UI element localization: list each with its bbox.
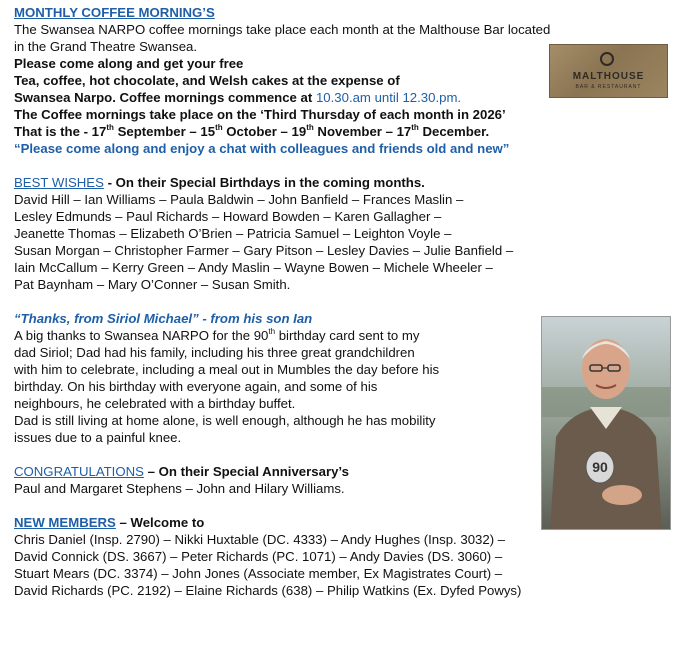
date-sup-2: th [215, 122, 223, 132]
wishes-line: Pat Baynham – Mary O’Conner – Susan Smith. [14, 277, 291, 292]
coffee-line-2: in the Grand Theatre Swansea. [14, 39, 198, 54]
wishes-line: Iain McCallum – Kerry Green – Andy Maslin – Wayne Bowen – Michele Wheeler – [14, 260, 493, 275]
wishes-heading-rest: - On their Special Birthdays in the coming months. [103, 175, 425, 190]
coffee-heading: MONTHLY COFFEE MORNING’S [14, 5, 215, 20]
date-text-3: October – 19 [222, 124, 307, 139]
date-sup-3: th [306, 122, 314, 132]
thanks-sup: th [268, 326, 276, 336]
wishes-line: Susan Morgan – Christopher Farmer – Gary Pitson – Lesley Davies – Julie Banfield – [14, 243, 514, 258]
wishes-line: Lesley Edmunds – Paul Richards – Howard Bowden – Karen Gallagher – [14, 209, 442, 224]
coffee-quote: “Please come along and enjoy a chat with colleagues and friends old and new” [14, 141, 510, 156]
coffee-line-5-text: Swansea Narpo. Coffee mornings commence at [14, 90, 316, 105]
members-line: David Connick (DS. 3667) – Peter Richards (PC. 1071) – Andy Davies (DS. 3060) – [14, 549, 503, 564]
coffee-line-1: The Swansea NARPO coffee mornings take place each month at the Malthouse Bar located [14, 22, 551, 37]
date-sup-4: th [411, 122, 419, 132]
date-text-4: November – 17 [313, 124, 412, 139]
thanks-line-1b: birthday card sent to my [275, 328, 420, 343]
members-heading-rest: – Welcome to [115, 515, 205, 530]
date-text-5: December. [418, 124, 490, 139]
coffee-dates [14, 123, 678, 140]
malthouse-logo-text: MALTHOUSE [572, 71, 645, 82]
members-line: Chris Daniel (Insp. 2790) – Nikki Huxtable (DC. 4333) – Andy Hughes (Insp. 3032) – [14, 532, 506, 547]
members-line: David Richards (PC. 2192) – Elaine Richards (638) – Philip Watkins (Ex. Dyfed Powys) [14, 583, 522, 598]
thanks-line: dad Siriol; Dad had his family, including his three great grandchildren [14, 345, 415, 360]
wishes-heading-line [14, 174, 678, 191]
congrats-line: Paul and Margaret Stephens – John and Hilary Williams. [14, 481, 345, 496]
thanks-line: birthday. On his birthday with everyone again, and some of his [14, 379, 378, 394]
portrait-illustration [542, 317, 670, 529]
thanks-line: Dad is still living at home alone, is well enough, although he has mobility [14, 413, 436, 428]
thanks-line-1a: A big thanks to Swansea NARPO for the 90 [14, 328, 269, 343]
thanks-heading: “Thanks, from Siriol Michael” - from his son Ian [14, 311, 313, 326]
coffee-line-6: The Coffee mornings take place on the ‘Third Thursday of each month in 2026’ [14, 107, 506, 122]
wishes-heading: BEST WISHES [14, 175, 104, 190]
congrats-heading: CONGRATULATIONS [14, 464, 144, 479]
siriol-photo [541, 316, 671, 530]
wishes-line: Jeanette Thomas – Elizabeth O’Brien – Patricia Samuel – Leighton Voyle – [14, 226, 452, 241]
thanks-line: with him to celebrate, including a meal out in Mumbles the day before his [14, 362, 440, 377]
malthouse-logo-sub: BAR & RESTAURANT [575, 84, 642, 90]
members-line: Stuart Mears (DC. 3374) – John Jones (Associate member, Ex Magistrates Court) – [14, 566, 503, 581]
malthouse-logo [549, 44, 668, 98]
congrats-heading-rest: – On their Special Anniversary’s [143, 464, 349, 479]
wishes-line: David Hill – Ian Williams – Paula Baldwin – John Banfield – Frances Maslin – [14, 192, 464, 207]
date-text-1: That is the - 17 [14, 124, 107, 139]
coffee-line-3: Please come along and get your free [14, 56, 244, 71]
malthouse-emblem-icon [600, 52, 614, 66]
birthday-badge: 90 [592, 459, 608, 475]
thanks-line: neighbours, he celebrated with a birthday buffet. [14, 396, 296, 411]
coffee-line-4: Tea, coffee, hot chocolate, and Welsh cakes at the expense of [14, 73, 400, 88]
thanks-line: issues due to a painful knee. [14, 430, 182, 445]
members-heading: NEW MEMBERS [14, 515, 116, 530]
date-text-2: September – 15 [113, 124, 216, 139]
date-sup-1: th [106, 122, 114, 132]
coffee-time: 10.30.am until 12.30.pm. [315, 90, 462, 105]
